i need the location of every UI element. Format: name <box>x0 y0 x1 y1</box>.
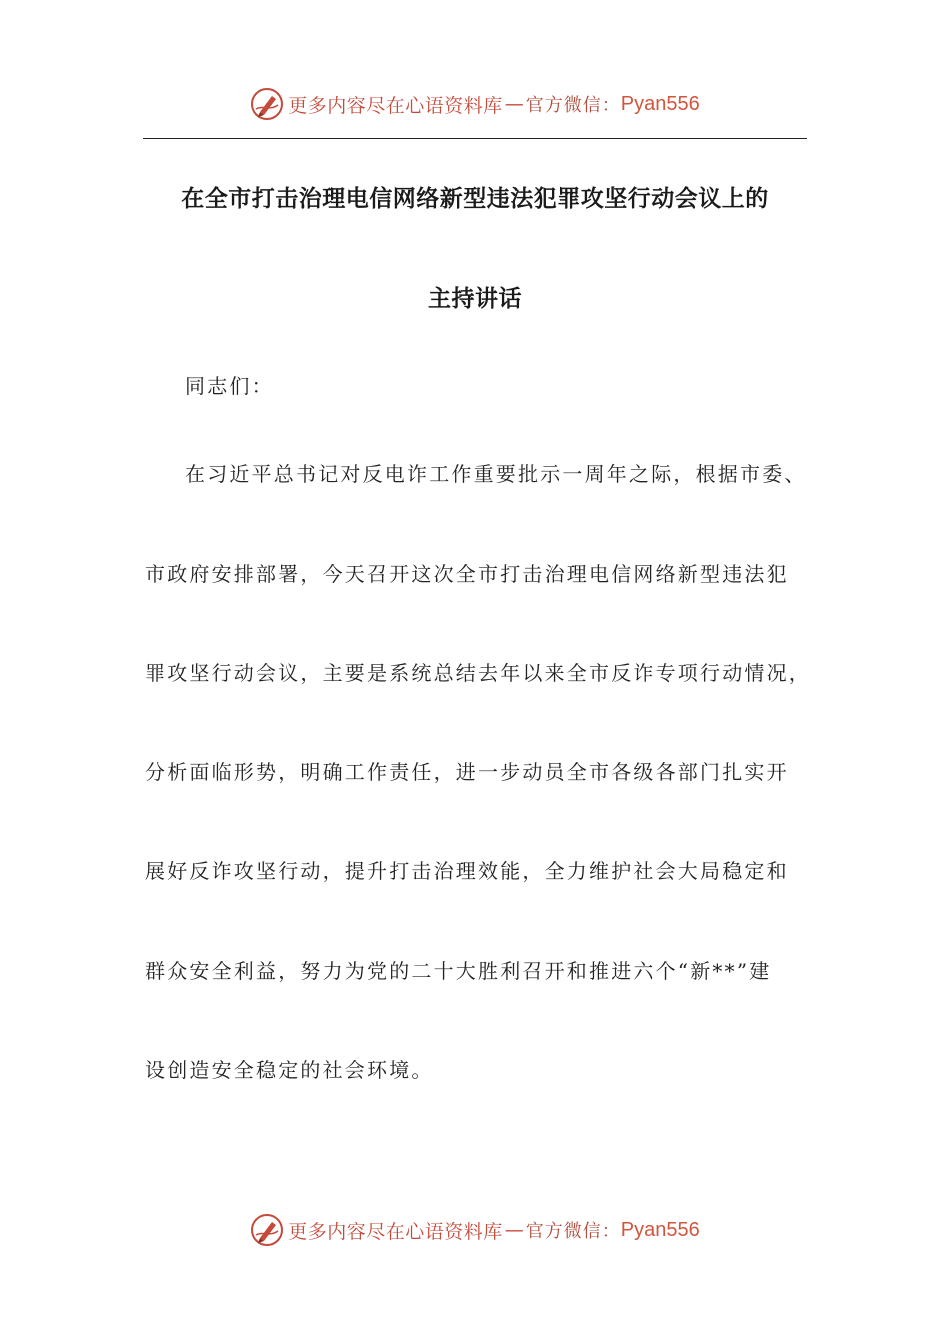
header-divider <box>143 138 807 139</box>
body-line-7: 设创造安全稳定的社会环境。 <box>145 1058 434 1082</box>
body-line-1: 在习近平总书记对反电诈工作重要批示一周年之际，根据市委、 <box>185 462 807 486</box>
pen-logo-icon <box>250 1213 284 1247</box>
salutation: 同志们： <box>185 374 274 398</box>
footer-brand <box>0 1210 950 1250</box>
body-line-6: 群众安全利益，努力为党的二十大胜利召开和推进六个“新**”建 <box>145 959 772 983</box>
pen-logo-icon <box>250 87 284 121</box>
header-wechat-label: 官方微信： <box>525 95 621 116</box>
body-line-2: 市政府安排部署，今天召开这次全市打击治理电信网络新型违法犯 <box>145 562 789 586</box>
footer-wechat-id: Pyan556 <box>620 1218 700 1241</box>
body-line-3: 罪攻坚行动会议，主要是系统总结去年以来全市反诈专项行动情况， <box>145 661 811 685</box>
body-line-5: 展好反诈攻坚行动，提升打击治理效能，全力维护社会大局稳定和 <box>145 859 789 883</box>
header-wechat-id: Pyan556 <box>620 92 700 115</box>
header-brand-separator: — <box>504 93 524 115</box>
body-line-4: 分析面临形势，明确工作责任，进一步动员全市各级各部门扎实开 <box>145 760 789 784</box>
document-title-line-2: 主持讲话 <box>428 286 522 312</box>
footer-wechat-label: 官方微信： <box>525 1221 621 1242</box>
footer-brand-separator: — <box>504 1219 524 1241</box>
document-title-line-1: 在全市打击治理电信网络新型违法犯罪攻坚行动会议上的 <box>181 186 769 212</box>
header-brand-text: 更多内容尽在心语资料库 <box>288 94 503 117</box>
footer-brand-text: 更多内容尽在心语资料库 <box>288 1220 503 1243</box>
header-brand <box>0 84 950 124</box>
